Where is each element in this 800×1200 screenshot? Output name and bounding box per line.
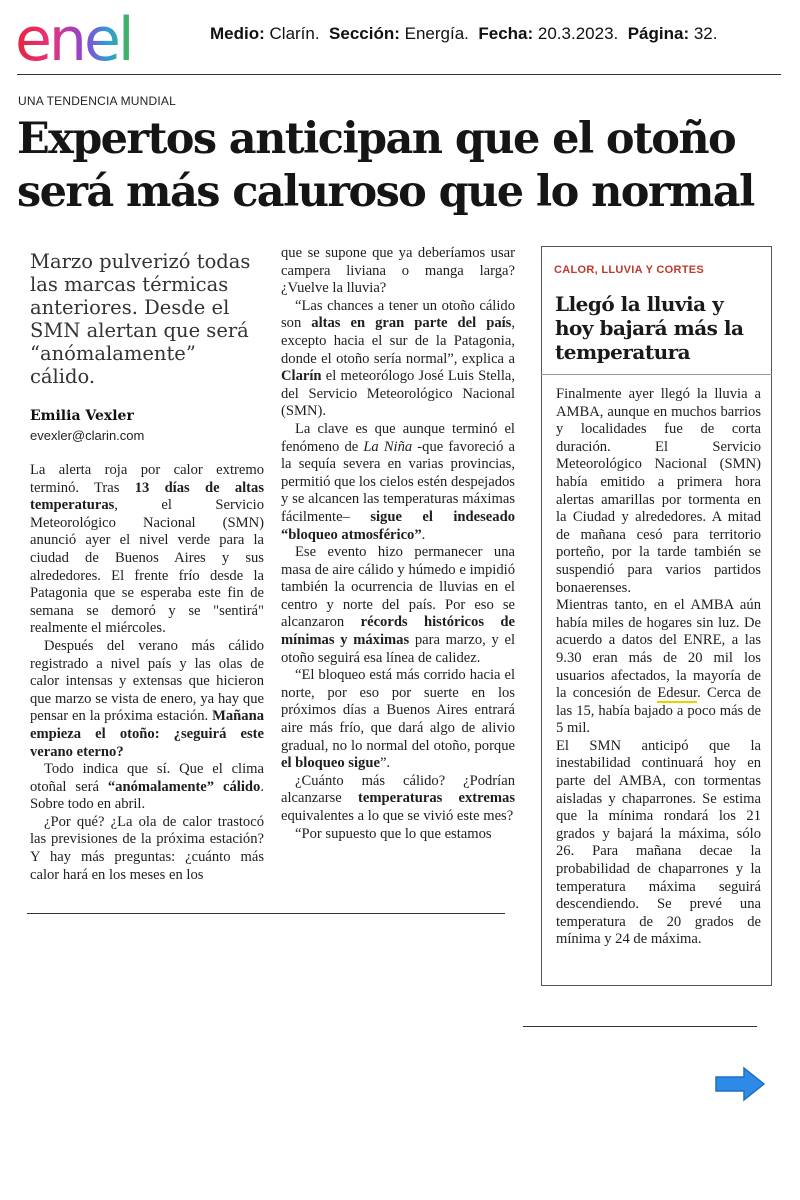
paragraph: ¿Cuánto más cálido? ¿Podrían alcanzarse temperaturas extremas equivalentes a lo que se vivió este mes? bbox=[281, 772, 515, 824]
paragraph: Ese evento hizo permanecer una masa de aire cálido y húmedo e impidió también la ocurrencia de lluvias en el centro y norte del país. Por eso se alcanzaron récords históricos de mínimas y máximas para marzo, y el otoño seguirá esa línea de calidez. bbox=[281, 544, 516, 666]
medio-label: Medio: bbox=[210, 24, 265, 43]
article-column-1 bbox=[30, 462, 264, 884]
bottom-rule-right bbox=[523, 1026, 757, 1027]
author-name: Emilia Vexler bbox=[30, 408, 134, 424]
enel-logo bbox=[15, 8, 180, 70]
headline-line-2: será más caluroso que lo normal bbox=[17, 167, 754, 217]
fecha-value: 20.3.2023. bbox=[537, 24, 619, 43]
paragraph: El SMN anticipó que la inestabilidad continuará hoy en parte del AMBA, con tormentas aisladas y chaparrones. Se estima que la mínima rondará los 21 grados y bajará la máxima, sólo 26. Para mañana decae la probabilidad de chaparrones y la temperatura máxima seguirá descendiendo. Se prevé una temperatura de 20 grados de mínima y 24 de máxima. bbox=[556, 737, 761, 948]
source-metadata bbox=[210, 24, 717, 44]
bottom-rule-left bbox=[27, 913, 505, 914]
paragraph: La alerta roja por calor extremo terminó. Tras 13 días de altas temperaturas, el Servicio Meteorológico Nacional (SMN) anunció ayer el nivel verde para la ciudad de Buenos Aires y sus alrededores. El frente frío desde la Patagonia que se esperaba este fin de semana se demoró y se "sentirá" realmente el miércoles. bbox=[30, 462, 265, 637]
paragraph: Mientras tanto, en el AMBA aún había miles de hogares sin luz. De acuerdo a datos del ENRE, a las 9.30 eran más de 20 mil los usuarios afectados, la mayoría de la concesión de Edesur. Cerca de las 15, había bajado a poco más de 5 mil. bbox=[556, 597, 762, 737]
sidebar-tag: CALOR, LLUVIA Y CORTES bbox=[554, 264, 705, 276]
paragraph: Finalmente ayer llegó la lluvia a AMBA, aunque en muchos barrios y localidades fue de corta duración. El Servicio Meteorológico Nacional (SMN) había emitido a primera hora alertas amarillas por tormenta en la Ciudad y alrededores. A mitad de mañana cesó para territorio porteño, por la tarde también se suspendió para varios partidos bonaerenses. bbox=[556, 386, 761, 596]
paragraph: Todo indica que sí. Que el clima otoñal será “anómalamente” cálido. Sobre todo en abril. bbox=[30, 761, 264, 813]
author-email: evexler@clarin.com bbox=[30, 428, 145, 443]
fecha-label: Fecha: bbox=[478, 24, 534, 43]
article-lede: Marzo pulverizó todas las marcas térmicas anteriores. Desde el SMN alertan que será “anómalamente” cálido. bbox=[30, 250, 251, 388]
article-kicker: UNA TENDENCIA MUNDIAL bbox=[18, 94, 177, 108]
paragraph: La clave es que aunque terminó el fenómeno de La Niña -que favoreció a la sequía severa en varias provincias, permitió que los cielos estén despejados y se alcancen las temperaturas máximas fácilmente– sigue el indeseado “bloqueo atmosférico”. bbox=[281, 420, 515, 543]
article-column-2 bbox=[281, 245, 515, 843]
paragraph: “El bloqueo está más corrido hacia el norte, por eso por suerte en los próximos días a Buenos Aires entrará aire más frío, que dará algo de alivio gradual, no lo normal del otoño, porque el bloqueo sigue”. bbox=[281, 667, 515, 772]
seccion-label: Sección: bbox=[329, 24, 400, 43]
seccion-value: Energía. bbox=[404, 24, 469, 43]
svg-text:enel: enel bbox=[15, 8, 132, 70]
paragraph: “Las chances a tener un otoño cálido son altas en gran parte del país, excepto hacia el sur de la Patagonia, donde el otoño sería normal”, explica a Clarín el meteorólogo José Luis Stella, del Servicio Meteorológico Nacional (SMN). bbox=[281, 297, 516, 420]
highlighted-edesur: Edesur bbox=[657, 685, 698, 702]
paragraph: que se supone que ya deberíamos usar campera liviana o manga larga? ¿Vuelve la lluvia? bbox=[281, 245, 515, 297]
paragraph: Después del verano más cálido registrado a nivel país y las olas de calor intensas y extensas que hicieron que marzo se vista de enero, ya hay que pensar en la próxima estación. Mañana empieza el otoño: ¿seguirá este verano eterno? bbox=[30, 637, 264, 760]
article-headline bbox=[17, 113, 787, 219]
header-divider bbox=[17, 74, 781, 75]
sidebar-divider bbox=[541, 374, 772, 375]
sidebar-body bbox=[556, 386, 761, 949]
headline-line-1: Expertos anticipan que el otoño bbox=[17, 114, 736, 164]
paragraph: ¿Por qué? ¿La ola de calor trastocó las previsiones de la próxima estación? Y hay más preguntas: ¿cuánto más calor hará en los meses en los bbox=[30, 813, 264, 883]
pagina-label: Página: bbox=[627, 24, 690, 43]
pagina-value: 32. bbox=[693, 24, 718, 43]
paragraph: “Por supuesto que lo que estamos bbox=[295, 825, 492, 842]
right-arrow-icon[interactable] bbox=[714, 1066, 766, 1102]
sidebar-headline: Llegó la lluvia y hoy bajará más la temperatura bbox=[555, 292, 744, 364]
medio-value: Clarín. bbox=[269, 24, 320, 43]
